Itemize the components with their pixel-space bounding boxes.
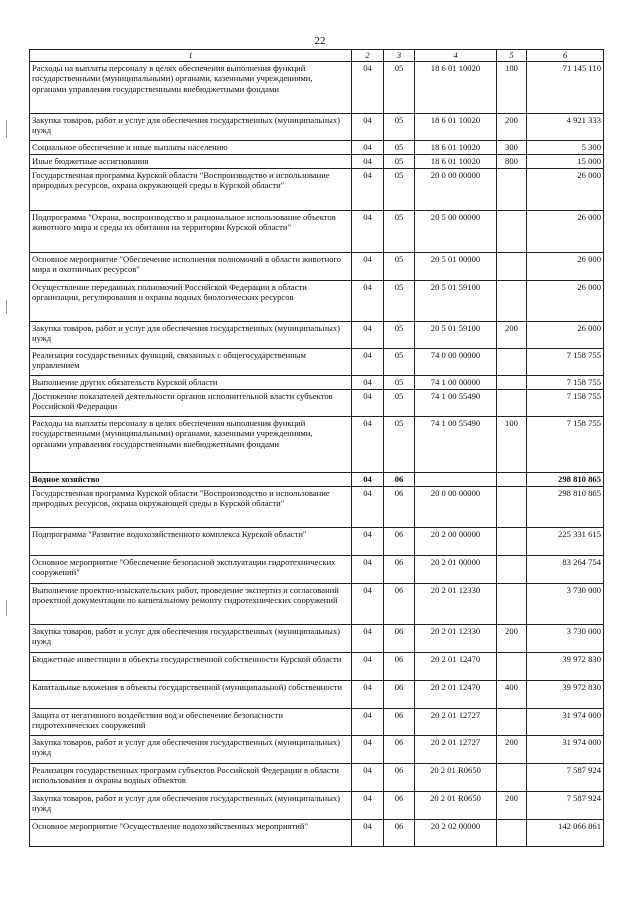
row-amount-cell: 26 000 xyxy=(527,281,604,322)
row-name-cell: Подпрограмма "Охрана, воспроизводство и рациональное использование объектов животного мира и среды их обитания на территории Курской области" xyxy=(30,211,352,253)
row-name-cell: Закупка товаров, работ и услуг для обеспечения государственных (муниципальных) нужд xyxy=(30,625,352,653)
table-row xyxy=(30,62,604,114)
row-target-article-cell: 20 2 01 12727 xyxy=(415,736,497,764)
row-name-cell: Капитальные вложения в объекты государственной (муниципальной) собственности xyxy=(30,681,352,709)
row-name-cell: Реализация государственных программ субъектов Российской Федерации в области использования и охраны водных объектов xyxy=(30,764,352,792)
row-expense-type-cell: 200 xyxy=(497,625,527,653)
table-row xyxy=(30,114,604,141)
row-expense-type-cell xyxy=(497,528,527,556)
row-subsection-cell: 05 xyxy=(384,322,415,349)
row-section-cell: 04 xyxy=(352,625,384,653)
column-header: 1 xyxy=(30,50,352,62)
row-subsection-cell: 05 xyxy=(384,114,415,141)
row-name-cell: Основное мероприятие "Обеспечение безопасной эксплуатации гидротехнических сооружений" xyxy=(30,556,352,584)
row-name-cell: Расходы на выплаты персоналу в целях обеспечения выполнения функций государственными (муниципальными) органами, казенными учреждениями, органами управления государственными внебюджетными фондами xyxy=(30,417,352,473)
column-header: 4 xyxy=(415,50,497,62)
row-name-cell: Подпрограмма "Развитие водохозяйственного комплекса Курской области" xyxy=(30,528,352,556)
row-amount-cell: 298 810 865 xyxy=(527,473,604,487)
row-expense-type-cell: 200 xyxy=(497,322,527,349)
row-subsection-cell: 06 xyxy=(384,473,415,487)
row-section-cell: 04 xyxy=(352,653,384,681)
row-expense-type-cell xyxy=(497,211,527,253)
row-name-cell: Защита от негативного воздействия вод и обеспечение безопасности гидротехнических сооружений xyxy=(30,709,352,736)
column-header: 2 xyxy=(352,50,384,62)
row-name-cell: Бюджетные инвестиции в объекты государственной собственности Курской области xyxy=(30,653,352,681)
row-target-article-cell: 20 2 00 00000 xyxy=(415,528,497,556)
row-section-cell: 04 xyxy=(352,62,384,114)
row-section-cell: 04 xyxy=(352,322,384,349)
row-amount-cell: 4 921 333 xyxy=(527,114,604,141)
row-target-article-cell: 18 6 01 10020 xyxy=(415,155,497,169)
table-row xyxy=(30,653,604,681)
row-subsection-cell: 06 xyxy=(384,764,415,792)
row-name-cell: Достижение показателей деятельности органов исполнительной власти субъектов Российской Федерации xyxy=(30,390,352,417)
row-subsection-cell: 05 xyxy=(384,141,415,155)
row-target-article-cell: 20 2 01 00000 xyxy=(415,556,497,584)
row-amount-cell: 7 158 755 xyxy=(527,349,604,376)
row-amount-cell: 142 066 861 xyxy=(527,820,604,847)
row-target-article-cell: 74 1 00 55490 xyxy=(415,417,497,473)
table-row xyxy=(30,349,604,376)
table-row xyxy=(30,625,604,653)
row-target-article-cell: 74 1 00 00000 xyxy=(415,376,497,390)
row-target-article-cell: 20 2 01 12330 xyxy=(415,584,497,625)
row-target-article-cell xyxy=(415,473,497,487)
row-expense-type-cell xyxy=(497,253,527,281)
row-subsection-cell: 05 xyxy=(384,253,415,281)
row-target-article-cell: 20 0 00 00000 xyxy=(415,169,497,211)
column-header: 6 xyxy=(527,50,604,62)
row-target-article-cell: 20 2 01 12470 xyxy=(415,681,497,709)
row-section-cell: 04 xyxy=(352,820,384,847)
table-row xyxy=(30,169,604,211)
row-subsection-cell: 06 xyxy=(384,681,415,709)
table-row xyxy=(30,792,604,820)
row-expense-type-cell: 300 xyxy=(497,141,527,155)
row-subsection-cell: 06 xyxy=(384,556,415,584)
row-amount-cell: 5 300 xyxy=(527,141,604,155)
row-name-cell: Основное мероприятие "Осуществление водохозяйственных мероприятий" xyxy=(30,820,352,847)
row-section-cell: 04 xyxy=(352,709,384,736)
row-name-cell: Государственная программа Курской области "Воспроизводство и использование природных ресурсов, охрана окружающей среды в Курской области" xyxy=(30,487,352,528)
row-amount-cell: 26 000 xyxy=(527,169,604,211)
table-row xyxy=(30,253,604,281)
row-amount-cell: 225 331 615 xyxy=(527,528,604,556)
column-header: 3 xyxy=(384,50,415,62)
row-expense-type-cell xyxy=(497,169,527,211)
row-name-cell: Государственная программа Курской области "Воспроизводство и использование природных ресурсов, охрана окружающей среды в Курской области" xyxy=(30,169,352,211)
row-amount-cell: 298 810 865 xyxy=(527,487,604,528)
row-amount-cell: 26 000 xyxy=(527,253,604,281)
row-subsection-cell: 06 xyxy=(384,653,415,681)
row-amount-cell: 31 974 000 xyxy=(527,736,604,764)
table-body xyxy=(30,62,604,847)
row-subsection-cell: 05 xyxy=(384,349,415,376)
row-expense-type-cell xyxy=(497,820,527,847)
table-row xyxy=(30,820,604,847)
row-subsection-cell: 05 xyxy=(384,62,415,114)
table-row xyxy=(30,556,604,584)
row-subsection-cell: 06 xyxy=(384,736,415,764)
row-target-article-cell: 74 0 00 00000 xyxy=(415,349,497,376)
row-amount-cell: 26 000 xyxy=(527,211,604,253)
row-target-article-cell: 20 0 00 00000 xyxy=(415,487,497,528)
row-amount-cell: 71 145 110 xyxy=(527,62,604,114)
row-amount-cell: 7 587 924 xyxy=(527,792,604,820)
row-expense-type-cell: 800 xyxy=(497,155,527,169)
table-row xyxy=(30,376,604,390)
row-subsection-cell: 06 xyxy=(384,792,415,820)
row-name-cell: Закупка товаров, работ и услуг для обеспечения государственных (муниципальных) нужд xyxy=(30,322,352,349)
table-row xyxy=(30,322,604,349)
row-name-cell: Закупка товаров, работ и услуг для обеспечения государственных (муниципальных) нужд xyxy=(30,736,352,764)
row-section-cell: 04 xyxy=(352,528,384,556)
row-expense-type-cell: 100 xyxy=(497,62,527,114)
row-target-article-cell: 20 5 01 00000 xyxy=(415,253,497,281)
table-row xyxy=(30,390,604,417)
row-expense-type-cell xyxy=(497,390,527,417)
row-section-cell: 04 xyxy=(352,281,384,322)
row-subsection-cell: 05 xyxy=(384,281,415,322)
column-number-row xyxy=(30,50,604,62)
row-section-cell: 04 xyxy=(352,473,384,487)
row-section-cell: 04 xyxy=(352,376,384,390)
row-amount-cell: 31 974 000 xyxy=(527,709,604,736)
scan-margin-mark xyxy=(6,300,7,314)
row-name-cell: Реализация государственных функций, связанных с общегосударственным управлением xyxy=(30,349,352,376)
row-target-article-cell: 20 2 01 12330 xyxy=(415,625,497,653)
row-name-cell: Водное хозяйство xyxy=(30,473,352,487)
row-section-cell: 04 xyxy=(352,792,384,820)
row-name-cell: Выполнение других обязательств Курской области xyxy=(30,376,352,390)
row-section-cell: 04 xyxy=(352,253,384,281)
table-row xyxy=(30,681,604,709)
row-section-cell: 04 xyxy=(352,681,384,709)
row-expense-type-cell xyxy=(497,349,527,376)
row-target-article-cell: 20 5 01 59100 xyxy=(415,281,497,322)
row-target-article-cell: 20 2 01 R0650 xyxy=(415,764,497,792)
row-expense-type-cell xyxy=(497,473,527,487)
row-amount-cell: 26 000 xyxy=(527,322,604,349)
row-amount-cell: 3 730 000 xyxy=(527,584,604,625)
row-target-article-cell: 20 5 00 00000 xyxy=(415,211,497,253)
row-amount-cell: 39 972 830 xyxy=(527,681,604,709)
row-subsection-cell: 05 xyxy=(384,417,415,473)
row-expense-type-cell xyxy=(497,709,527,736)
row-subsection-cell: 05 xyxy=(384,390,415,417)
page-number: 22 xyxy=(314,35,326,47)
row-expense-type-cell xyxy=(497,281,527,322)
row-subsection-cell: 06 xyxy=(384,584,415,625)
row-expense-type-cell: 100 xyxy=(497,417,527,473)
row-name-cell: Основное мероприятие "Обеспечение исполнения полномочий в области животного мира и охотничьих ресурсов" xyxy=(30,253,352,281)
table-row xyxy=(30,528,604,556)
row-amount-cell: 7 587 924 xyxy=(527,764,604,792)
row-name-cell: Закупка товаров, работ и услуг для обеспечения государственных (муниципальных) нужд xyxy=(30,792,352,820)
row-target-article-cell: 20 2 01 12727 xyxy=(415,709,497,736)
row-section-cell: 04 xyxy=(352,584,384,625)
row-section-cell: 04 xyxy=(352,211,384,253)
budget-table xyxy=(29,49,604,847)
table-row xyxy=(30,764,604,792)
table-row xyxy=(30,141,604,155)
row-subsection-cell: 06 xyxy=(384,487,415,528)
row-name-cell: Осуществление переданных полномочий Российской Федерации в области организации, регулирования и охраны водных биологических ресурсов xyxy=(30,281,352,322)
row-expense-type-cell xyxy=(497,653,527,681)
row-target-article-cell: 20 5 01 59100 xyxy=(415,322,497,349)
table-row xyxy=(30,487,604,528)
row-amount-cell: 83 264 754 xyxy=(527,556,604,584)
row-section-cell: 04 xyxy=(352,155,384,169)
row-section-cell: 04 xyxy=(352,169,384,211)
row-target-article-cell: 20 2 02 00000 xyxy=(415,820,497,847)
row-section-cell: 04 xyxy=(352,141,384,155)
table-row xyxy=(30,155,604,169)
row-section-cell: 04 xyxy=(352,736,384,764)
row-section-cell: 04 xyxy=(352,556,384,584)
row-target-article-cell: 18 6 01 10020 xyxy=(415,141,497,155)
row-subsection-cell: 05 xyxy=(384,376,415,390)
table-row xyxy=(30,584,604,625)
row-name-cell: Расходы на выплаты персоналу в целях обеспечения выполнения функций государственными (муниципальными) органами, казенными учреждениями, органами управления государственными внебюджетными фондами xyxy=(30,62,352,114)
table-row xyxy=(30,709,604,736)
row-section-cell: 04 xyxy=(352,114,384,141)
row-section-cell: 04 xyxy=(352,764,384,792)
row-expense-type-cell: 400 xyxy=(497,681,527,709)
row-subsection-cell: 06 xyxy=(384,625,415,653)
table-row xyxy=(30,281,604,322)
column-header: 5 xyxy=(497,50,527,62)
scan-margin-mark xyxy=(6,600,7,616)
row-amount-cell: 39 972 830 xyxy=(527,653,604,681)
row-section-cell: 04 xyxy=(352,417,384,473)
row-subsection-cell: 05 xyxy=(384,211,415,253)
row-expense-type-cell: 200 xyxy=(497,792,527,820)
row-name-cell: Закупка товаров, работ и услуг для обеспечения государственных (муниципальных) нужд xyxy=(30,114,352,141)
row-expense-type-cell xyxy=(497,376,527,390)
row-subsection-cell: 05 xyxy=(384,155,415,169)
row-expense-type-cell xyxy=(497,764,527,792)
row-target-article-cell: 18 6 01 10020 xyxy=(415,114,497,141)
row-target-article-cell: 18 6 01 10020 xyxy=(415,62,497,114)
row-section-cell: 04 xyxy=(352,390,384,417)
row-amount-cell: 15 000 xyxy=(527,155,604,169)
table-row xyxy=(30,736,604,764)
row-expense-type-cell xyxy=(497,487,527,528)
row-amount-cell: 7 158 755 xyxy=(527,390,604,417)
row-expense-type-cell: 200 xyxy=(497,736,527,764)
row-name-cell: Выполнение проектно-изыскательских работ, проведение экспертиз и согласований проектной документации по капитальному ремонту гидротехнических сооружений xyxy=(30,584,352,625)
row-amount-cell: 3 730 000 xyxy=(527,625,604,653)
row-expense-type-cell: 200 xyxy=(497,114,527,141)
row-expense-type-cell xyxy=(497,584,527,625)
scan-margin-mark xyxy=(6,120,7,138)
row-expense-type-cell xyxy=(497,556,527,584)
row-amount-cell: 7 158 755 xyxy=(527,376,604,390)
row-subsection-cell: 06 xyxy=(384,709,415,736)
row-name-cell: Иные бюджетные ассигнования xyxy=(30,155,352,169)
row-target-article-cell: 74 1 00 55490 xyxy=(415,390,497,417)
table-row xyxy=(30,417,604,473)
row-target-article-cell: 20 2 01 12470 xyxy=(415,653,497,681)
row-subsection-cell: 05 xyxy=(384,169,415,211)
row-amount-cell: 7 158 755 xyxy=(527,417,604,473)
table-row xyxy=(30,473,604,487)
table-row xyxy=(30,211,604,253)
row-section-cell: 04 xyxy=(352,349,384,376)
row-subsection-cell: 06 xyxy=(384,528,415,556)
row-section-cell: 04 xyxy=(352,487,384,528)
row-subsection-cell: 06 xyxy=(384,820,415,847)
row-name-cell: Социальное обеспечение и иные выплаты населению xyxy=(30,141,352,155)
row-target-article-cell: 20 2 01 R0650 xyxy=(415,792,497,820)
